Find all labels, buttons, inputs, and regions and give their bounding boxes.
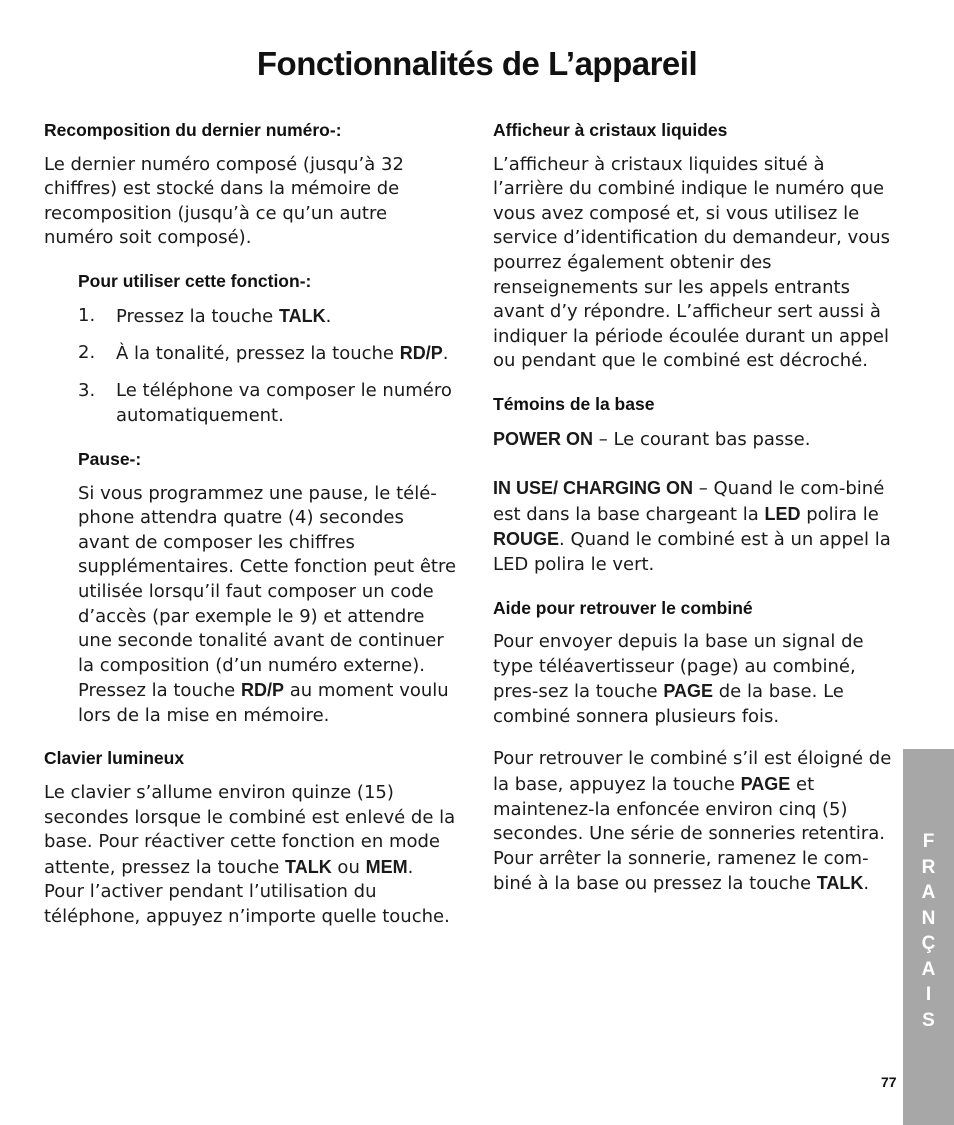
led-key: LED <box>764 503 801 524</box>
page-number: 77 <box>881 1074 897 1090</box>
in-use-key: IN USE/ CHARGING ON <box>493 478 694 499</box>
power-on-text: POWER ON – Le courant bas passe. <box>493 428 811 450</box>
page-key: PAGE <box>663 681 714 702</box>
usage-steps <box>78 304 459 429</box>
step-number: 2. <box>78 342 96 364</box>
in-use-text: IN USE/ CHARGING ON – Quand le com-biné est dans la base chargeant la LED polira le ROUGE. Quand le combiné est à un appel la LED polira le vert. <box>493 478 891 575</box>
finder-body-1: Pour envoyer depuis la base un signal de type téléavertisseur (page) au combiné, pres-sez la touche PAGE de la base. Le combiné sonnera plusieurs fois. <box>493 631 864 727</box>
keypad-body: Le clavier s’allume environ quinze (15) secondes lorsque le combiné est enlevé de la base. Pour réactiver cette fonction en mode attente, pressez la touche TALK ou MEM. Pour l’activer pendant l’utilisation du téléphone, appuyez n’importe quelle touche. <box>44 782 456 928</box>
right-column <box>493 118 898 915</box>
rdp-key: RD/P <box>240 680 284 701</box>
tab-letter: A <box>921 958 936 980</box>
rouge-key: ROUGE <box>493 529 560 550</box>
indicators-heading: Témoins de la base <box>493 393 655 414</box>
step-text: Pressez la touche TALK. <box>116 305 332 327</box>
mem-key: MEM <box>365 856 408 877</box>
step-number: 3. <box>78 379 96 401</box>
tab-letter: Ç <box>921 933 936 954</box>
usage-step <box>78 379 459 429</box>
usage-heading: Pour utiliser cette fonction-: <box>78 270 312 291</box>
talk-key: TALK <box>278 305 326 326</box>
usage-step <box>78 304 459 330</box>
pause-heading: Pause-: <box>78 448 142 469</box>
talk-key: TALK <box>285 856 332 877</box>
language-tab-label <box>903 829 954 1033</box>
tab-letter: R <box>921 856 936 878</box>
tab-letter: N <box>921 907 936 929</box>
redial-heading: Recomposition du dernier numéro-: <box>44 120 342 140</box>
tab-letter: I <box>925 984 932 1005</box>
step-number: 1. <box>78 304 96 326</box>
usage-section <box>78 269 459 729</box>
page-key: PAGE <box>740 774 791 795</box>
power-on-key: POWER ON <box>493 428 594 449</box>
step-text: À la tonalité, pressez la touche RD/P. <box>116 343 449 365</box>
talk-key: TALK <box>816 873 864 894</box>
keypad-heading: Clavier lumineux <box>44 748 185 769</box>
tab-letter: A <box>921 882 936 903</box>
usage-step <box>78 341 459 367</box>
finder-body-2: Pour retrouver le combiné s’il est éloigné de la base, appuyez la touche PAGE et maintenez-la enfoncée environ cinq (5) secondes. Une série de sonneries retentira. Pour arrêter la sonnerie, ramenez le com-biné à la base ou pressez la touche TALK. <box>493 748 892 895</box>
tab-letter: S <box>922 1009 935 1031</box>
rdp-key: RD/P <box>399 343 443 364</box>
step-text: Le téléphone va composer le numéro automatiquement. <box>116 379 452 427</box>
lcd-heading: Afficheur à cristaux liquides <box>493 120 728 140</box>
page-title: Fonctionnalités de L’appareil <box>256 45 698 82</box>
redial-body: Le dernier numéro composé (jusqu’à 32 chiffres) est stocké dans la mémoire de recomposition (jusqu’à ce qu’un autre numéro soit composé). <box>44 153 404 249</box>
pause-body: Si vous programmez une pause, le télé-phone attendra quatre (4) secondes avant de composer les chiffres supplémentaires. Cette fonction peut être utilisée lorsqu’il faut composer un code d’accès (par exemple le 9) et attendre une seconde tonalité avant de continuer la composition (d’un numéro externe). Pressez la touche RD/P au moment voulu lors de la mise en mémoire. <box>78 482 457 726</box>
language-tab <box>903 749 954 1125</box>
tab-letter: F <box>922 831 935 852</box>
finder-heading: Aide pour retrouver le combiné <box>493 597 753 618</box>
left-column <box>44 118 459 948</box>
lcd-body: L’afficheur à cristaux liquides situé à l’arrière du combiné indique le numéro que vous avez composé et, si vous utilisez le service d’identification du demandeur, vous pourrez également obtenir des renseignements sur les appels entrants avant d’y répondre. L’afficheur sert aussi à indiquer la période écoulée durant un appel ou pendant que le combiné est décroché. <box>493 153 891 372</box>
